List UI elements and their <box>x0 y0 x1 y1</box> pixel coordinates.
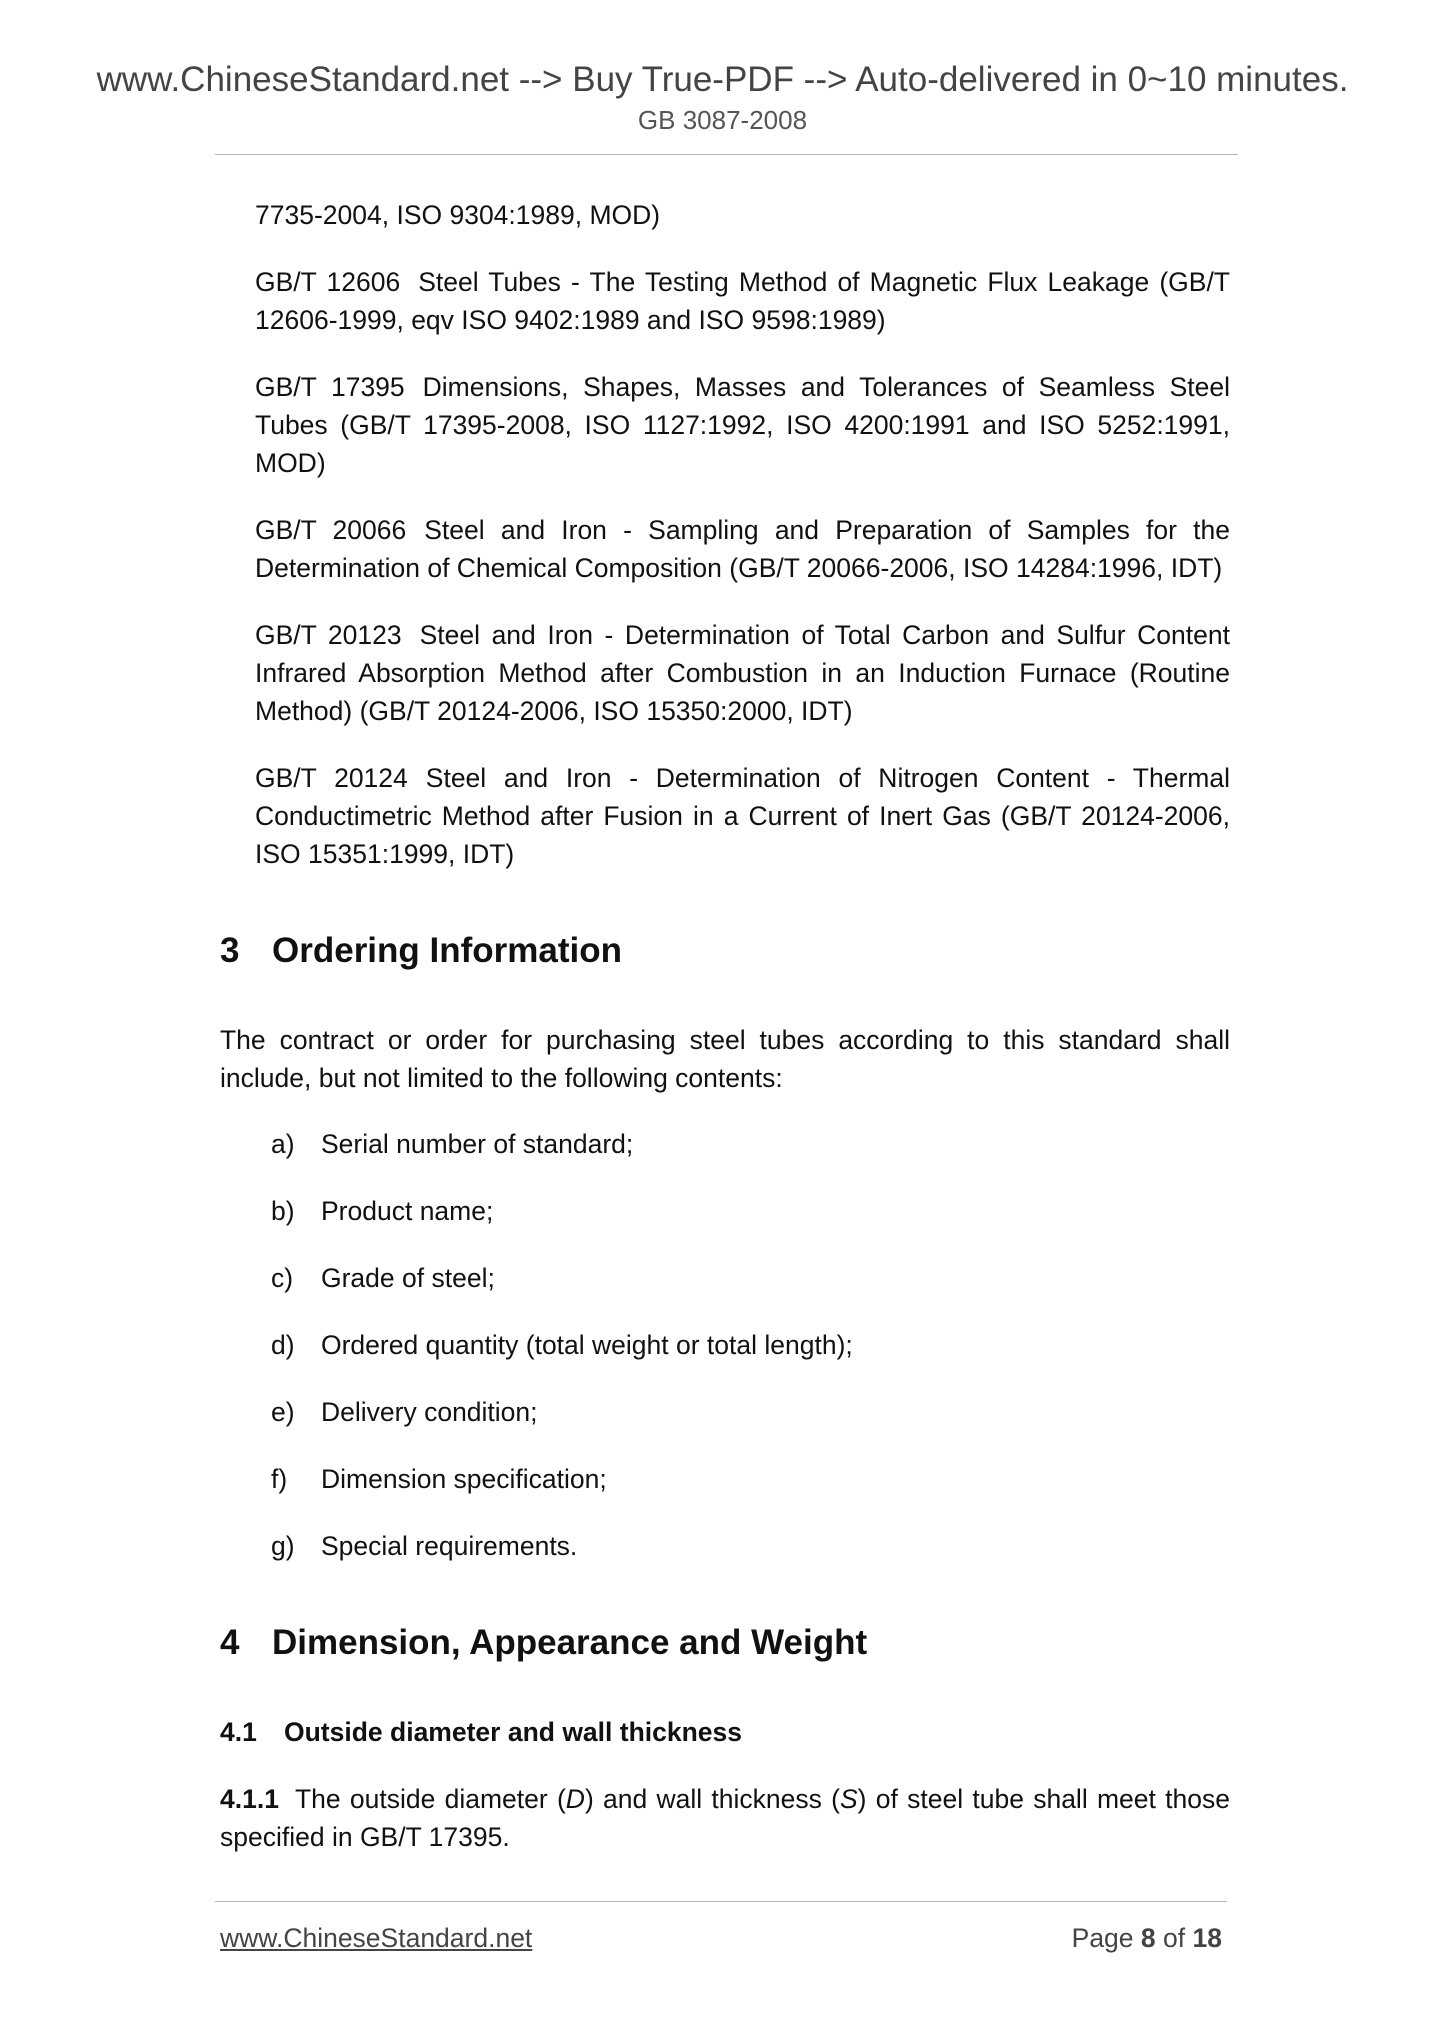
list-marker: e) <box>271 1397 295 1427</box>
section-number: 4 <box>220 1623 240 1662</box>
subsection-4-1-heading <box>220 1713 1230 1751</box>
list-item <box>220 1125 1230 1163</box>
clause-number: 4.1.1 <box>220 1784 279 1814</box>
reference-title: Dimensions, Shapes, Masses and Tolerances of Seamless Steel Tubes (GB/T 17395-2008, ISO 1127:1992, ISO 4200:1991 and ISO 5252:1991, MOD) <box>255 372 1230 478</box>
reference-code: GB/T 20124 <box>255 763 408 793</box>
list-item <box>220 1259 1230 1297</box>
symbol-d: D <box>565 1784 585 1814</box>
reference-title: Steel and Iron - Determination of Nitrogen Content - Thermal Conductimetric Method after Fusion in a Current of Inert Gas (GB/T 20124-2006, ISO 15351:1999, IDT) <box>255 763 1230 869</box>
section-title: Ordering Information <box>272 931 622 970</box>
reference-item <box>220 263 1230 339</box>
subsection-title: Outside diameter and wall thickness <box>284 1717 743 1747</box>
list-text: Product name; <box>321 1196 494 1226</box>
reference-item <box>220 368 1230 482</box>
list-text: Serial number of standard; <box>321 1129 634 1159</box>
page-of-label: of <box>1163 1923 1186 1953</box>
page-label: Page <box>1071 1923 1134 1953</box>
list-text: Dimension specification; <box>321 1464 607 1494</box>
header-divider <box>215 154 1238 155</box>
list-text: Grade of steel; <box>321 1263 495 1293</box>
reference-item <box>220 759 1230 873</box>
list-marker: a) <box>271 1129 295 1159</box>
document-id: GB 3087-2008 <box>637 105 808 135</box>
reference-fragment: 7735-2004, ISO 9304:1989, MOD) <box>255 200 661 230</box>
page-current: 8 <box>1140 1923 1156 1953</box>
page-number <box>1072 1921 1222 1955</box>
page-content <box>220 196 1230 1856</box>
section-4-heading <box>220 1621 1230 1665</box>
reference-item <box>220 616 1230 730</box>
list-item <box>220 1326 1230 1364</box>
list-text: Delivery condition; <box>321 1397 538 1427</box>
list-item <box>220 1527 1230 1565</box>
list-item <box>220 1192 1230 1230</box>
symbol-s: S <box>839 1784 858 1814</box>
reference-code: GB/T 12606 <box>255 267 401 297</box>
clause-text-part: The outside diameter ( <box>294 1784 566 1814</box>
reference-title: Steel and Iron - Determination of Total Carbon and Sulfur Content Infrared Absorption Method after Combustion in an Induction Furnace (Routine Method) (GB/T 20124-2006, ISO 15350:2000, IDT) <box>255 620 1230 726</box>
reference-code: GB/T 17395 <box>255 372 405 402</box>
section-number: 3 <box>220 931 240 970</box>
subsection-number: 4.1 <box>220 1717 257 1747</box>
header-banner: www.ChineseStandard.net --> Buy True-PDF --> Auto-delivered in 0~10 minutes. <box>96 60 1349 99</box>
reference-title: Steel Tubes - The Testing Method of Magnetic Flux Leakage (GB/T 12606-1999, eqv ISO 9402:1989 and ISO 9598:1989) <box>255 267 1230 335</box>
list-text: Ordered quantity (total weight or total length); <box>321 1330 853 1360</box>
page-total: 18 <box>1192 1923 1222 1953</box>
list-item <box>220 1393 1230 1431</box>
clause-text-part: ) of steel tube shall meet those specified in GB/T 17395. <box>220 1784 1230 1852</box>
list-item <box>220 1460 1230 1498</box>
reference-code: GB/T 20123 <box>255 620 402 650</box>
clause-text-part: ) and wall thickness ( <box>584 1784 840 1814</box>
list-text: Special requirements. <box>321 1531 578 1561</box>
ordering-intro: The contract or order for purchasing steel tubes according to this standard shall include, but not limited to the following contents: <box>220 1025 1230 1093</box>
reference-code: GB/T 20066 <box>255 515 407 545</box>
clause-4-1-1 <box>220 1780 1230 1856</box>
list-marker: c) <box>271 1263 294 1293</box>
reference-item <box>220 511 1230 587</box>
list-marker: b) <box>271 1196 295 1226</box>
section-3-heading <box>220 929 1230 973</box>
reference-title: Steel and Iron - Sampling and Preparation of Samples for the Determination of Chemical Composition (GB/T 20066-2006, ISO 14284:1996, IDT) <box>255 515 1230 583</box>
section-title: Dimension, Appearance and Weight <box>272 1623 868 1662</box>
list-marker: f) <box>271 1464 288 1494</box>
footer-website-link[interactable]: www.ChineseStandard.net <box>220 1923 533 1953</box>
list-marker: g) <box>271 1531 295 1561</box>
footer-divider <box>215 1901 1227 1902</box>
list-marker: d) <box>271 1330 295 1360</box>
